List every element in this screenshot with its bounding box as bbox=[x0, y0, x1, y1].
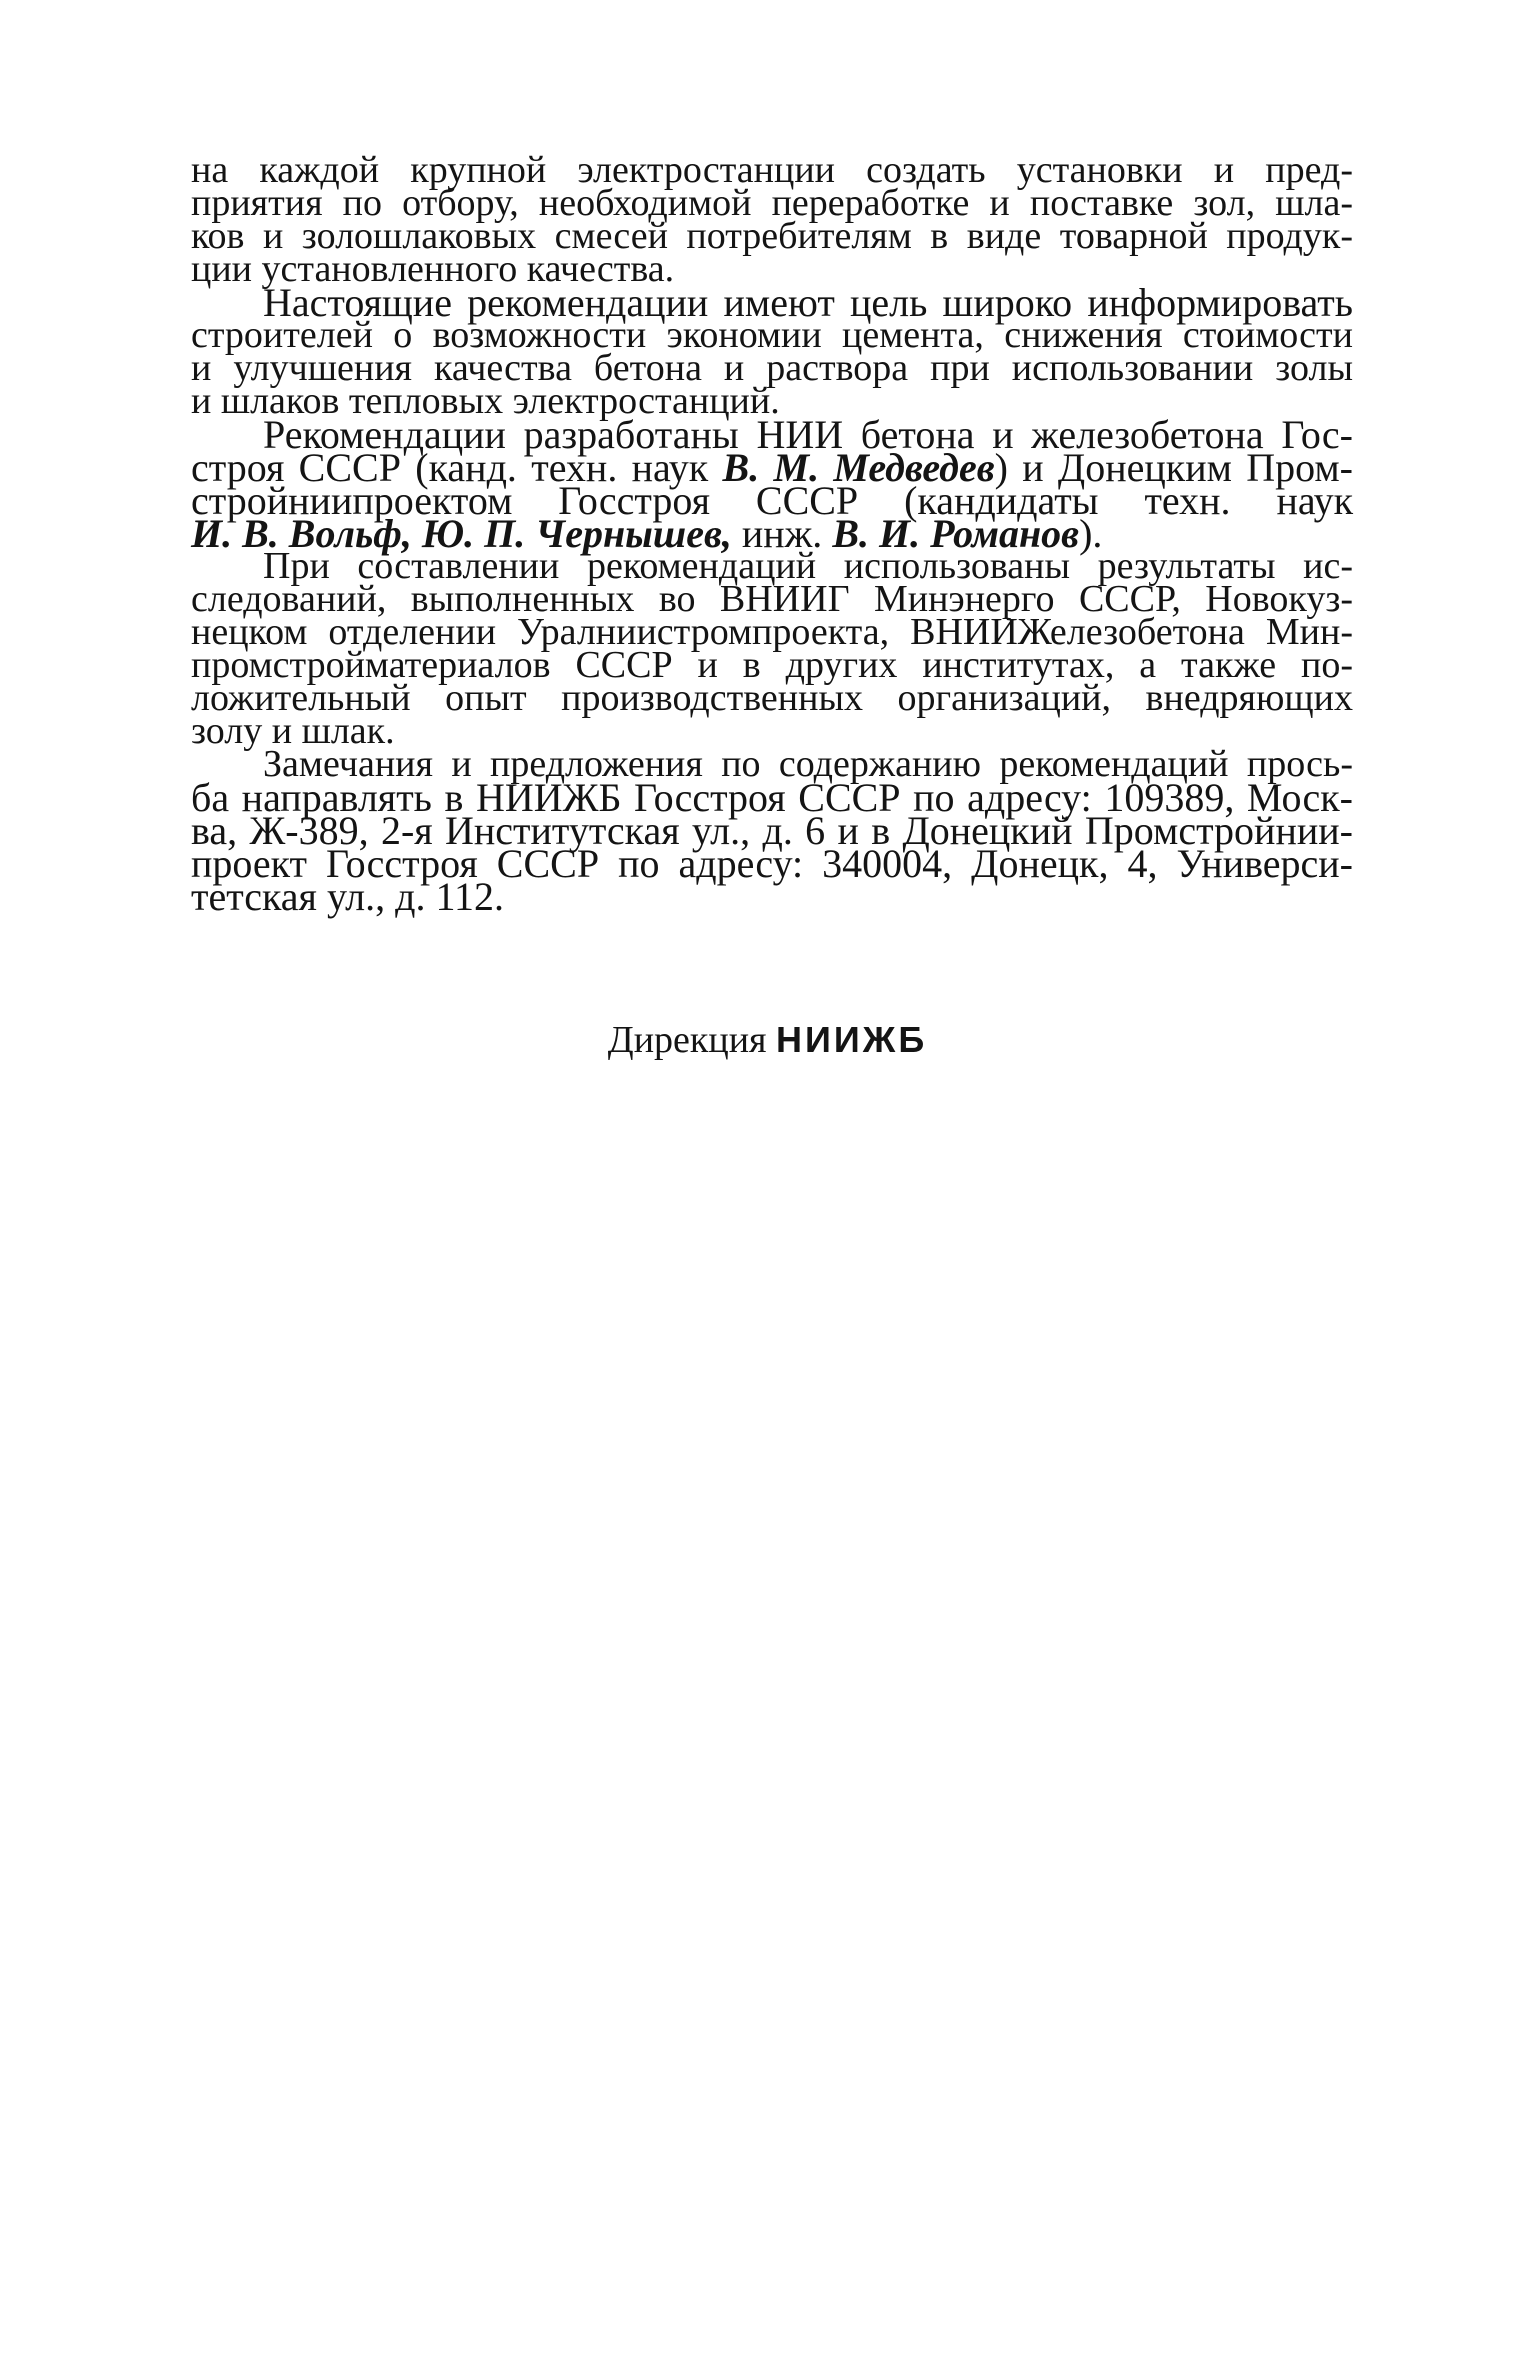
text-fragment: ) и Донецким Пром- bbox=[994, 445, 1353, 490]
text-line: ба направлять в НИИЖБ Госстроя СССР по адресу: 109389, Моск- bbox=[191, 775, 1353, 820]
text-line: Замечания и предложения по содержанию рекомендаций прось- bbox=[263, 743, 1353, 785]
paragraph-sources bbox=[191, 545, 1353, 752]
paragraph-purpose bbox=[191, 280, 1353, 422]
text-line: приятия по отбору, необходимой переработке и поставке зол, шла- bbox=[191, 182, 1353, 224]
text-line: и улучшения качества бетона и раствора при использовании золы bbox=[191, 347, 1353, 389]
body-text bbox=[191, 149, 1353, 919]
text-line: проект Госстроя СССР по адресу: 340004, Донецк, 4, Универси- bbox=[191, 841, 1353, 886]
text-line: на каждой крупной электростанции создать установки и пред- bbox=[191, 149, 1353, 191]
author-name: В. М. Медведев bbox=[722, 445, 995, 490]
text-line: Настоящие рекомендации имеют цель широко информировать bbox=[263, 280, 1353, 325]
signature-org: НИИЖБ bbox=[776, 1019, 928, 1060]
text-line: ции установленного качества. bbox=[191, 248, 675, 290]
text-line: стройниипроектом Госстроя СССР (кандидаты техн. наук bbox=[191, 478, 1353, 523]
paragraph-authors bbox=[191, 412, 1353, 556]
text-line: и шлаков тепловых электростанций. bbox=[191, 380, 780, 422]
text-line: нецком отделении Уралниистромпроекта, ВНИИЖелезобетона Мин- bbox=[191, 611, 1353, 653]
text-line: ва, Ж-389, 2-я Институтская ул., д. 6 и в Донецкий Промстройнии- bbox=[191, 808, 1353, 853]
author-name: В. И. Романов bbox=[832, 511, 1080, 556]
paragraph-feedback bbox=[191, 743, 1353, 919]
text-line: ков и золошлаковых смесей потребителям в виде товарной продук- bbox=[191, 215, 1353, 257]
text-line: золу и шлак. bbox=[191, 710, 395, 752]
text-line: строителей о возможности экономии цемента, снижения стоимости bbox=[191, 314, 1353, 356]
text-line: Рекомендации разработаны НИИ бетона и железобетона Гос- bbox=[263, 412, 1353, 457]
text-line: тетская ул., д. 112. bbox=[191, 874, 505, 919]
text-line: ложительный опыт производственных организаций, внедряющих bbox=[191, 677, 1353, 719]
text-line: следований, выполненных во ВНИИГ Минэнерго СССР, Новокуз- bbox=[191, 578, 1353, 620]
text-line: промстройматериалов СССР и в других институтах, а также по- bbox=[191, 644, 1353, 686]
paragraph-intro bbox=[191, 149, 1353, 290]
signature-prefix: Дирекция bbox=[607, 1019, 767, 1061]
text-fragment: ). bbox=[1079, 511, 1103, 556]
signature bbox=[0, 1020, 1535, 1060]
author-name: И. В. Вольф, Ю. П. Чернышев, bbox=[191, 511, 732, 556]
text-fragment: строя СССР (канд. техн. наук bbox=[191, 445, 709, 490]
text-line: При составлении рекомендаций использованы результаты ис- bbox=[263, 545, 1353, 587]
text-fragment: инж. bbox=[741, 511, 823, 556]
